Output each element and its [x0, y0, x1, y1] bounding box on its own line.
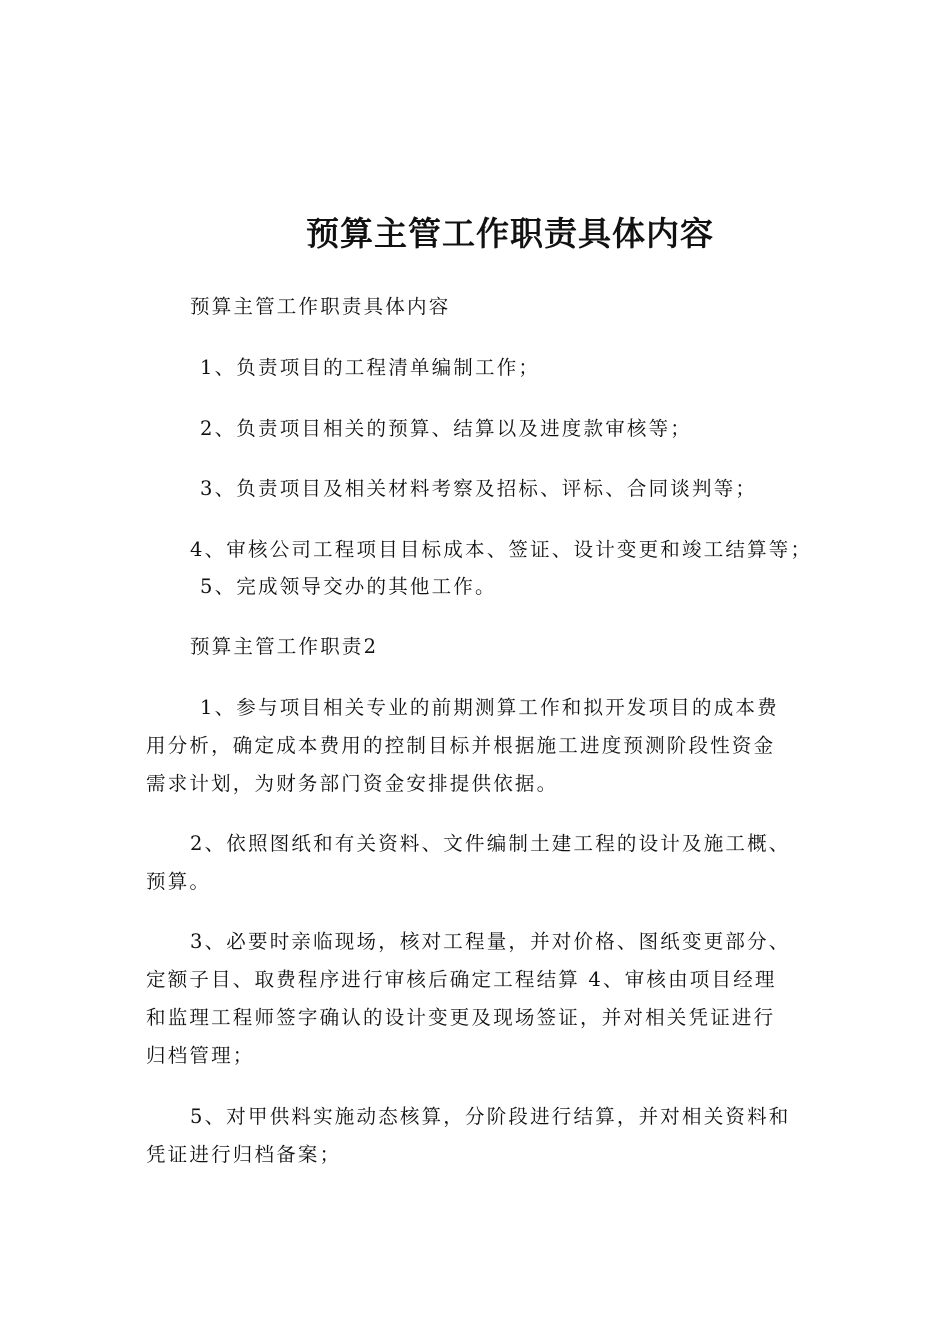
section-heading: 预算主管工作职责2 — [190, 635, 379, 658]
paragraph-line: 归档管理； — [146, 1044, 255, 1067]
paragraph-line: 3、必要时亲临现场，核对工程量，并对价格、图纸变更部分、 — [190, 930, 791, 953]
list-item: 1、负责项目的工程清单编制工作； — [200, 356, 541, 379]
list-item: 4、审核公司工程项目目标成本、签证、设计变更和竣工结算等； — [190, 538, 813, 561]
paragraph-line: 用分析，确定成本费用的控制目标并根据施工进度预测阶段性资金 — [146, 734, 776, 757]
paragraph-line: 预算。 — [146, 870, 212, 893]
document-title: 预算主管工作职责具体内容 — [306, 214, 714, 253]
paragraph-line: 和监理工程师签字确认的设计变更及现场签证，并对相关凭证进行 — [146, 1006, 776, 1029]
list-item: 3、负责项目及相关材料考察及招标、评标、合同谈判等； — [200, 477, 758, 500]
paragraph-line: 5、对甲供料实施动态核算，分阶段进行结算，并对相关资料和 — [190, 1105, 791, 1128]
paragraph-line: 1、参与项目相关专业的前期测算工作和拟开发项目的成本费 — [200, 696, 779, 719]
section-heading: 预算主管工作职责具体内容 — [190, 295, 451, 318]
paragraph-line: 定额子目、取费程序进行审核后确定工程结算 4、审核由项目经理 — [146, 968, 777, 991]
paragraph-line: 2、依照图纸和有关资料、文件编制土建工程的设计及施工概、 — [190, 832, 791, 855]
list-item: 5、完成领导交办的其他工作。 — [200, 575, 497, 598]
paragraph-line: 凭证进行归档备案； — [146, 1143, 342, 1166]
list-item: 2、负责项目相关的预算、结算以及进度款审核等； — [200, 417, 693, 440]
paragraph-line: 需求计划，为财务部门资金安排提供依据。 — [146, 772, 559, 795]
